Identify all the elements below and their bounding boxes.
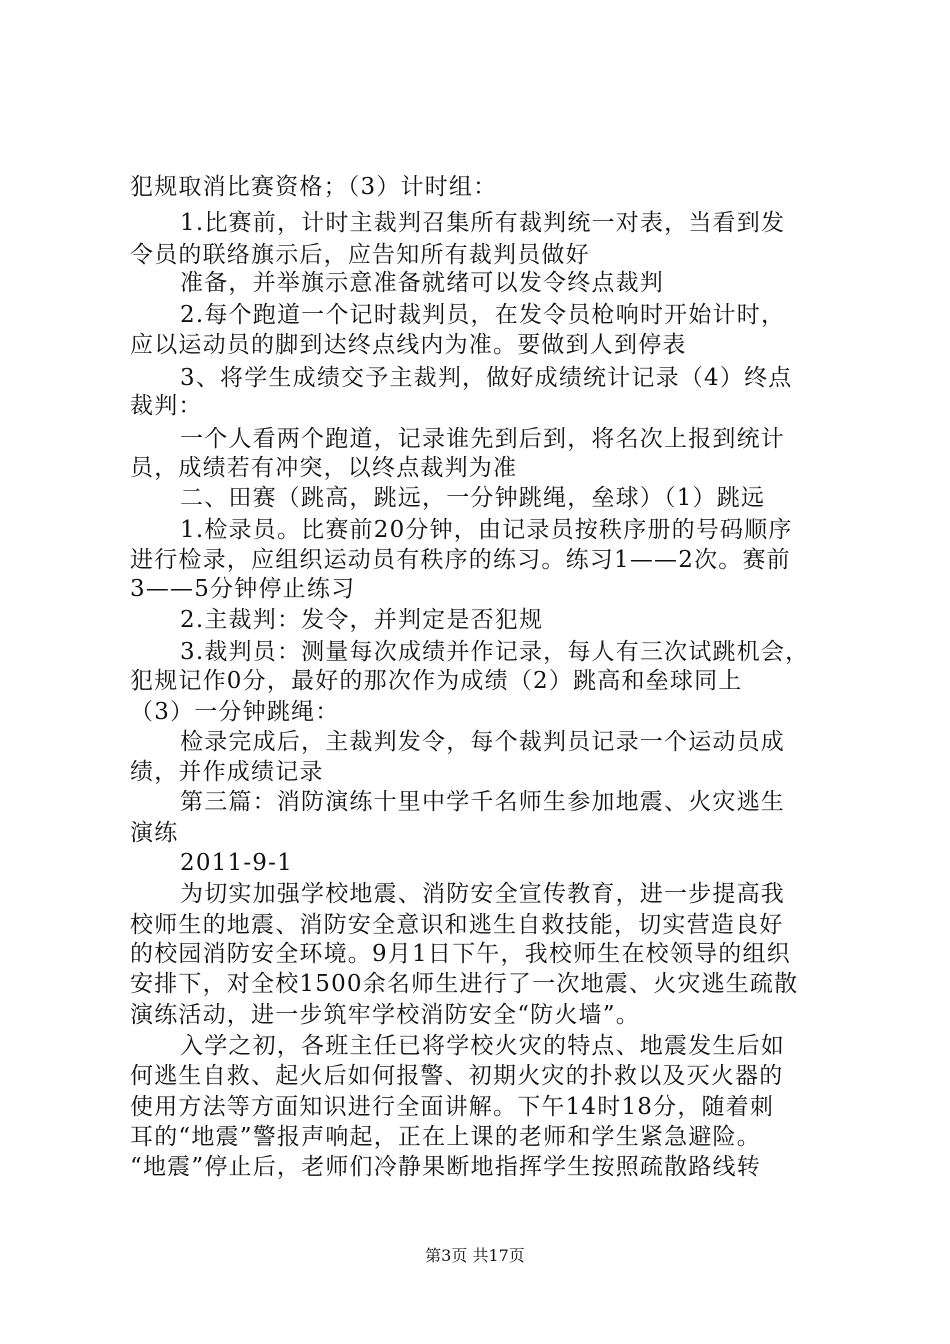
text-line-22: 演练 (130, 820, 179, 846)
page-number-footer: 第3页 共17页 (425, 1246, 525, 1265)
text-line-24: 为切实加强学校地震、消防安全宣传教育，进一步提高我 (180, 881, 785, 907)
text-line-19: 检录完成后，主裁判发令，每个裁判员记录一个运动员成 (180, 729, 785, 755)
text-line-17: 犯规记作0分，最好的那次作为成绩（2）跳高和垒球同上 (130, 668, 743, 694)
text-line-10: 员，成绩若有冲突，以终点裁判为准 (130, 455, 518, 481)
text-line-2: 1.比赛前，计时主裁判召集所有裁判统一对表，当看到发 (180, 210, 786, 236)
text-line-16: 3.裁判员：测量每次成绩并作记录，每人有三次试跳机会， (180, 639, 810, 665)
text-line-12: 1.检录员。比赛前20分钟，由记录员按秩序册的号码顺序 (180, 517, 793, 543)
text-line-13: 进行检录，应组织运动员有秩序的练习。练习1——2次。赛前 (130, 547, 791, 573)
text-line-30: 何逃生自救、起火后如何报警、初期火灾的扑救以及灭火器的 (130, 1063, 784, 1089)
text-line-11: 二、田赛（跳高，跳远，一分钟跳绳，垒球）（1）跳远 (180, 485, 766, 511)
text-line-32: 耳的“地震”警报声响起，正在上课的老师和学生紧急避险。 (130, 1124, 761, 1150)
text-line-15: 2.主裁判：发令，并判定是否犯规 (180, 607, 544, 633)
text-line-7: 3、将学生成绩交予主裁判，做好成绩统计记录（4）终点 (180, 365, 793, 391)
text-line-9: 一个人看两个跑道，记录谁先到后到，将名次上报到统计 (180, 426, 785, 452)
text-line-33: “地震”停止后，老师们冷静果断地指挥学生按照疏散路线转 (130, 1154, 761, 1180)
text-line-6: 应以运动员的脚到达终点线内为准。要做到人到停表 (130, 332, 687, 358)
text-line-18: （3）一分钟跳绳： (130, 699, 340, 725)
text-line-8: 裁判： (130, 393, 203, 419)
text-line-26: 的校园消防安全环境。9月1日下午，我校师生在校领导的组织 (130, 941, 791, 967)
text-line-21: 第三篇：消防演练十里中学千名师生参加地震、火灾逃生 (180, 789, 785, 815)
text-line-29: 入学之初，各班主任已将学校火灾的特点、地震发生后如 (180, 1033, 785, 1059)
text-line-3: 令员的联络旗示后，应告知所有裁判员做好 (130, 242, 590, 268)
text-line-5: 2.每个跑道一个记时裁判员，在发令员枪响时开始计时， (180, 302, 786, 328)
text-line-27: 安排下，对全校1500余名师生进行了一次地震、火灾逃生疏散 (130, 971, 799, 997)
text-line-1: 犯规取消比赛资格；（3）计时组： (130, 174, 498, 200)
text-line-25: 校师生的地震、消防安全意识和逃生自救技能，切实营造良好 (130, 912, 784, 938)
text-line-14: 3——5分钟停止练习 (130, 576, 356, 602)
text-line-4: 准备，并举旗示意准备就绪可以发令终点裁判 (180, 270, 664, 296)
text-line-20: 绩，并作成绩记录 (130, 759, 324, 785)
text-line-28: 演练活动，进一步筑牢学校消防安全“防火墙”。 (130, 1002, 640, 1028)
text-line-31: 使用方法等方面知识进行全面讲解。下午14时18分，随着刺 (130, 1094, 775, 1120)
text-line-23: 2011-9-1 (180, 850, 293, 876)
